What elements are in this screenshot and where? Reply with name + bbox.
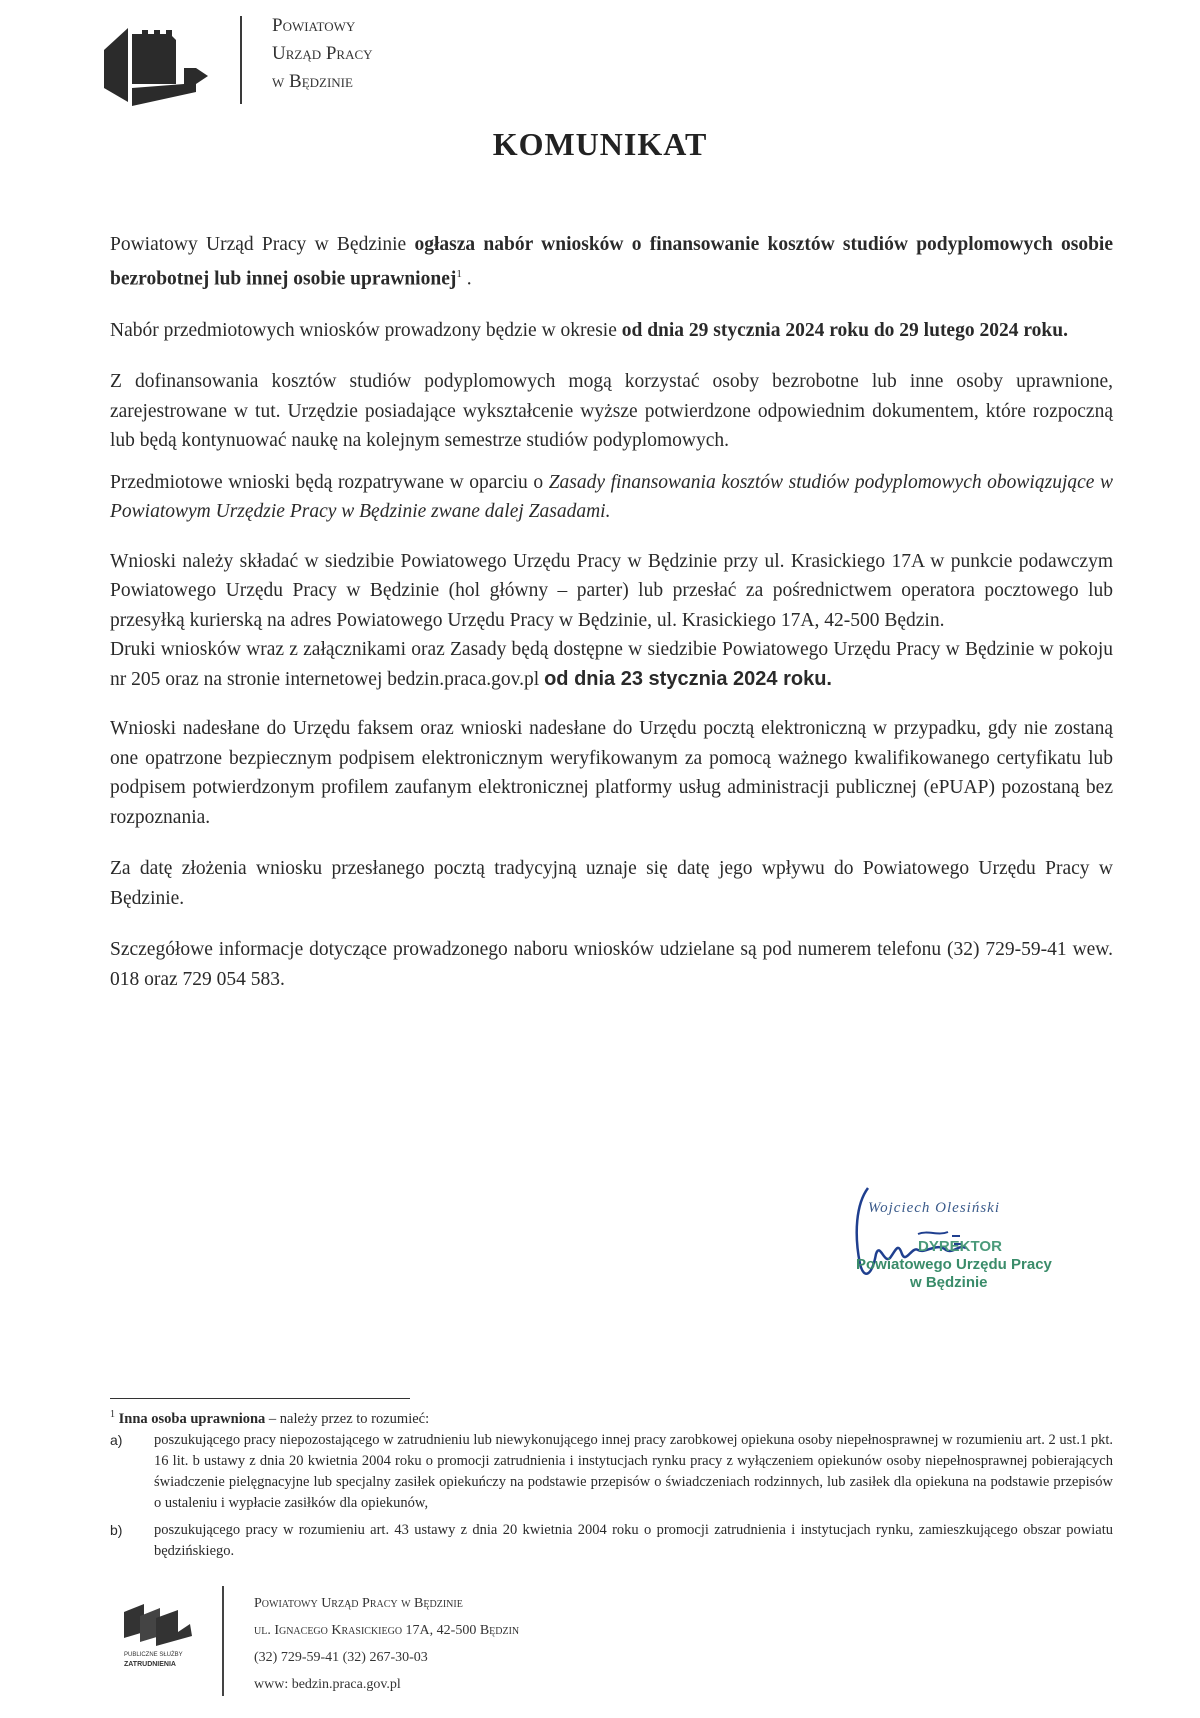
document-body <box>110 230 1113 994</box>
paragraph-period <box>110 316 1113 346</box>
footnote-term: Inna osoba uprawniona <box>118 1410 266 1427</box>
psz-logo-text2: ZATRUDNIENIA <box>124 1661 176 1668</box>
p4-rules-name: Zasady finansowania kosztów studiów podyplomowych obowiązujące w Powiatowym Urzędzie Pracy w Będzinie zwane dalej Zasadami. <box>110 471 1114 522</box>
document-title: KOMUNIKAT <box>492 126 708 162</box>
footnote-item-text: poszukującego pracy niepozostającego w zatrudnieniu lub niewykonującego innej pracy zarobkowej opiekuna osoby niepełnosprawnej w rozumieniu art. 2 ust.1 pkt. 16 lit. b ustawy z dnia 20 kwietnia 2004 roku o promocji zatrudnienia i instytucjach rynku pracy z wyłączeniem opiekunów osoby niepełnosprawnej pobierających świadczenie pielęgnacyjne lub specjalny zasiłek opiekuńczy na podstawie przepisów o świadczeniach rodzinnych, lub zasiłek dla opiekuna na podstawie przepisów o ustaleniu i wypłacie zasiłków dla opiekunów, <box>154 1431 1113 1511</box>
footer-org: Powiatowy Urząd Pracy w Będzinie <box>254 1596 463 1611</box>
signature-org-line2: w Będzinie <box>910 1274 988 1291</box>
footnotes <box>110 1404 1113 1562</box>
footer-address: ul. Ignacego Krasickiego 17A, 42-500 Będzin <box>254 1623 520 1638</box>
footnote-item-marker: b) <box>110 1521 123 1538</box>
signature-org-line1: Powiatowego Urzędu Pracy <box>856 1256 1052 1273</box>
footer-website: www: bedzin.praca.gov.pl <box>254 1677 401 1692</box>
signature-title: DYREKTOR <box>918 1238 1002 1255</box>
header-org-line3: w Będzinie <box>272 71 353 92</box>
footnote-item-marker: a) <box>110 1431 123 1448</box>
footnote-ref: 1 <box>456 267 462 280</box>
footnote-head <box>110 1404 1113 1430</box>
p6-date: od dnia 23 stycznia 2024 roku. <box>544 667 832 690</box>
p1-bold: ogłasza nabór wniosków o finansowanie kosztów studiów podyplomowych osobie bezrobotnej lub innej osobie uprawnionej <box>110 234 1113 289</box>
paragraph-submission: Wnioski należy składać w siedzibie Powiatowego Urzędu Pracy w Będzinie przy ul. Krasickiego 17A w punkcie podawczym Powiatowego Urzędu Pracy w Będzinie (hol główny – parter) lub przesłać za pośrednictwem operatora pocztowego lub przesyłką kurierską na adres Powiatowego Urzędu Pracy w Będzinie, ul. Krasickiego 17A, 42-500 Będzin. <box>110 550 1113 631</box>
p1-end: . <box>461 268 472 289</box>
footer-info <box>254 1590 519 1698</box>
psz-logo-text1: PUBLICZNE SŁUŻBY <box>124 1652 183 1658</box>
signature-name: Wojciech Olesiński <box>868 1200 1001 1216</box>
p4-intro: Przedmiotowe wnioski będą rozpatrywane w oparciu o <box>110 471 549 493</box>
footnote-rule <box>110 1398 410 1399</box>
footnote-marker: 1 <box>110 1409 115 1420</box>
footnote-head-rest: – należy przez to rozumieć: <box>265 1410 430 1427</box>
header-org-name <box>272 12 373 96</box>
header-divider <box>240 16 242 104</box>
pup-logo <box>98 22 234 108</box>
p2-dates: od dnia 29 stycznia 2024 roku do 29 lutego 2024 roku. <box>621 319 1068 341</box>
p6-intro: Druki wniosków wraz z załącznikami oraz Zasady będą dostępne w siedzibie Powiatowego Urzędu Pracy w Będzinie w pokoju nr 205 oraz na stronie internetowej bedzin.praca.gov.pl <box>110 639 1113 690</box>
paragraph-electronic: Wnioski nadesłane do Urzędu faksem oraz wnioski nadesłane do Urzędu pocztą elektroniczną w przypadku, gdy nie zostaną one opatrzone bezpiecznym podpisem elektronicznym weryfikowanym za pomocą ważnego kwalifikowanego certyfikatu lub podpisem potwierdzonym profilem zaufanym elektronicznej platformy usług administracji publicznej (ePUAP) pozostaną bez rozpoznania. <box>110 718 1113 828</box>
paragraph-eligibility: Z dofinansowania kosztów studiów podyplomowych mogą korzystać osoby bezrobotne lub inne osoby uprawnione, zarejestrowane w tut. Urzędzie posiadające wykształcenie wyższe potwierdzone odpowiednim dokumentem, które rozpoczną lub będą kontynuować naukę na kolejnym semestrze studiów podyplomowych. <box>110 371 1113 451</box>
p2-intro: Nabór przedmiotowych wniosków prowadzony będzie w okresie <box>110 319 622 341</box>
paragraph-rules <box>110 468 1113 527</box>
footnote-item-a <box>110 1430 1113 1514</box>
paragraph-announcement <box>110 230 1113 294</box>
psz-logo <box>120 1602 210 1672</box>
paragraph-forms <box>110 635 1113 694</box>
footer-divider <box>222 1586 224 1696</box>
header-org-line2: Urząd Pracy <box>272 43 373 64</box>
footer-phone: (32) 729-59-41 (32) 267-30-03 <box>254 1650 428 1665</box>
footnote-item-b <box>110 1520 1113 1562</box>
footnote-item-text: poszukującego pracy w rozumieniu art. 43 ustawy z dnia 20 kwietnia 2004 roku o promocji zatrudnienia i instytucjach rynku, zamieszkującego obszar powiatu będzińskiego. <box>154 1521 1113 1559</box>
paragraph-date-of-filing: Za datę złożenia wniosku przesłanego pocztą tradycyjną uznaje się datę jego wpływu do Powiatowego Urzędu Pracy w Będzinie. <box>110 858 1113 909</box>
paragraph-contact: Szczegółowe informacje dotyczące prowadzonego naboru wniosków udzielane są pod numerem telefonu (32) 729-59-41 wew. 018 oraz 729 054 583. <box>110 939 1113 990</box>
p1-intro: Powiatowy Urząd Pracy w Będzinie <box>110 234 415 255</box>
header-org-line1: Powiatowy <box>272 15 356 36</box>
